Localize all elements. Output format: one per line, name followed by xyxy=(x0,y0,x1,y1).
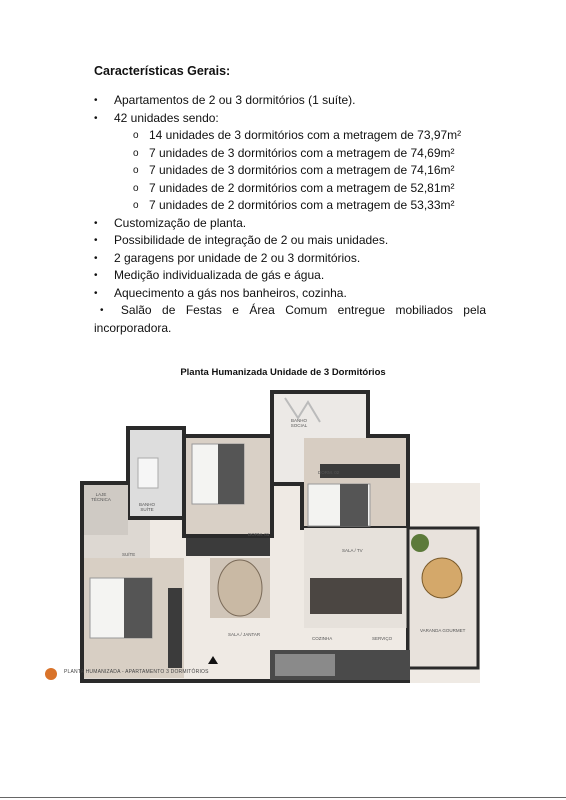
list-item: • Salão de Festas e Área Comum entregue mobiliados pela incorporadora. xyxy=(94,303,486,335)
caption-dot-icon xyxy=(45,668,57,680)
label-sala-jantar: SALA / JANTAR xyxy=(228,632,261,637)
plan-caption: PLANTA HUMANIZADA - APARTAMENTO 3 DORMITÓRIOS xyxy=(64,669,209,675)
page-bottom-rule xyxy=(0,797,566,798)
floor-plan-drawing xyxy=(80,388,480,688)
sublist-item: o 7 unidades de 3 dormitórios com a metragem de 74,16m² xyxy=(133,163,455,177)
list-item: • Possibilidade de integração de 2 ou mais unidades. xyxy=(94,233,389,247)
label-sala-tv: SALA / TV xyxy=(342,548,363,553)
label-suite: SUÍTE xyxy=(122,552,136,557)
plan-title: Planta Humanizada Unidade de 3 Dormitórios xyxy=(180,367,386,378)
document-body xyxy=(94,64,486,337)
label-cozinha: COZINHA xyxy=(312,636,333,641)
sublist-item: o 14 unidades de 3 dormitórios com a metragem de 73,97m² xyxy=(133,128,462,142)
floor-plan xyxy=(80,388,480,688)
label-servico: SERVIÇO xyxy=(372,636,393,641)
list-item: • 2 garagens por unidade de 2 ou 3 dormitórios. xyxy=(94,250,361,265)
sublist-item: o 7 unidades de 2 dormitórios com a metragem de 53,33m² xyxy=(133,198,455,212)
section-heading: Características Gerais: xyxy=(94,64,231,78)
list-item: • Apartamentos de 2 ou 3 dormitórios (1 suíte). xyxy=(94,93,356,107)
label-banho-suite: BANHO SUÍTE xyxy=(138,502,155,512)
sublist-item: o 7 unidades de 3 dormitórios com a metragem de 74,69m² xyxy=(133,145,455,160)
label-dorm02: DORM. 02 xyxy=(318,470,340,475)
list-item: • Medição individualizada de gás e água. xyxy=(94,268,325,282)
sublist-item: o 7 unidades de 2 dormitórios com a metragem de 52,81m² xyxy=(133,180,455,195)
list-item: • 42 unidades sendo: o 14 unidades de 3 dormitórios com a metragem de 73,97m² o 7 unidades de 3 dormitórios com a metragem de 74,69m² o 7 unidades de 3 dormitórios com a metragem de 74,16m² o 7 unidades de 2 dormitórios com a metragem de 52,81m² o 7 unidades de 2 dormitórios com a metragem de 53,33m² xyxy=(94,110,486,215)
label-laje-tecnica: LAJE TÉCNICA xyxy=(91,492,111,502)
label-dorm01: DORM. 01 xyxy=(248,532,270,537)
list-item: • Customização de planta. xyxy=(94,215,247,230)
units-sublist xyxy=(114,127,486,215)
label-varanda: VARANDA GOURMET xyxy=(420,628,466,633)
label-banho-social: BANHO SOCIAL xyxy=(290,418,308,428)
list-item: • Aquecimento a gás nos banheiros, cozinha. xyxy=(94,285,347,300)
features-list xyxy=(94,92,486,337)
